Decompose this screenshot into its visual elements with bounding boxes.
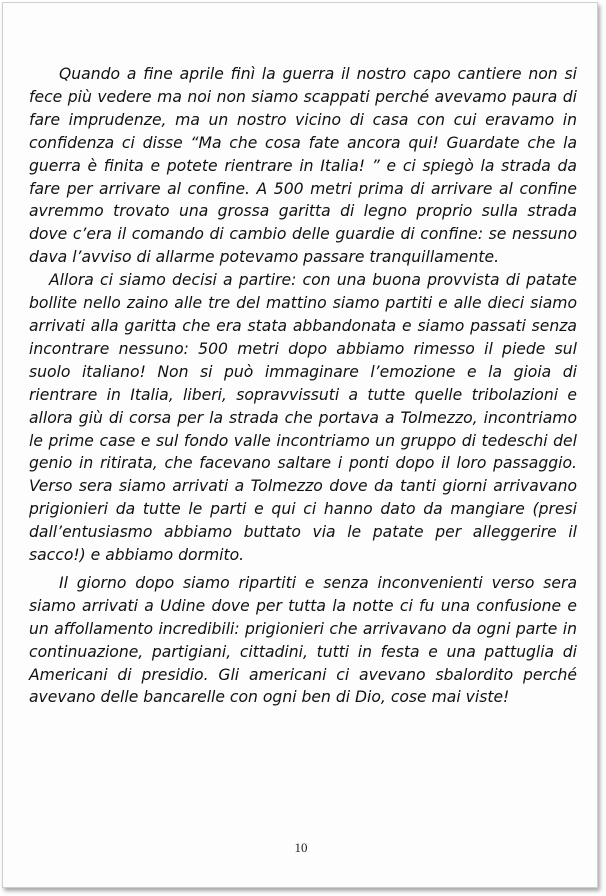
paragraph-3: Il giorno dopo siamo ripartiti e senza inconvenienti verso sera siamo arrivati a Udine dove per tutta la notte ci fu una confusione e un affollamento incredibili: prigionieri che arrivavano da ogni parte in continuazione, partigiani, cittadini, tutti in festa e una pattuglia di Americani di presidio. Gli americani ci avevano sbalordito perché avevano delle bancarelle con ogni ben di Dio, cose mai viste! — [29, 573, 577, 707]
paragraph-1: Quando a fine aprile finì la guerra il nostro capo cantiere non si fece più vedere ma noi non siamo scappati perché avevamo paura di fare imprudenze, ma un nostro vicino di casa con cui eravamo in confidenza ci disse “Ma che cosa fate ancora qui! Guardate che la guerra è finita e potete rientrare in Italia! ” e ci spiegò la strada da fare per arrivare al confine. A 500 metri prima di arrivare al confine avremmo trovato una grossa garitta di legno proprio sulla strada dove c’era il comando di cambio delle guardie di confine: se nessuno dava l’avviso di allarme potevamo passare tranquillamente. — [29, 65, 577, 267]
page-number: 10 — [294, 840, 308, 855]
book-page — [2, 2, 598, 888]
body-text — [29, 63, 577, 709]
paragraph-2: Allora ci siamo decisi a partire: con una buona provvista di patate bollite nello zaino alle tre del mattino siamo partiti e alle dieci siamo arrivati alla garitta che era stata abbandonata e siamo passati senza incontrare nessuno: 500 metri dopo abbiamo rimesso il piede sul suolo italiano! Non si può immaginare l’emozione e la gioia di rientrare in Italia, liberi, sopravvissuti a tutte quelle tribolazioni e allora giù di corsa per la strada che portava a Tolmezzo, incontriamo le prime case e sul fondo valle incontriamo un gruppo di tedeschi del genio in ritirata, che facevano saltare i ponti dopo il loro passaggio. Verso sera siamo arrivati a Tolmezzo dove da tanti giorni arrivavano prigionieri da tutte le parti e qui ci hanno dato da mangiare (presi dall’entusiasmo abbiamo buttato via le patate per alleggerire il sacco!) e abbiamo dormito. — [29, 271, 577, 565]
